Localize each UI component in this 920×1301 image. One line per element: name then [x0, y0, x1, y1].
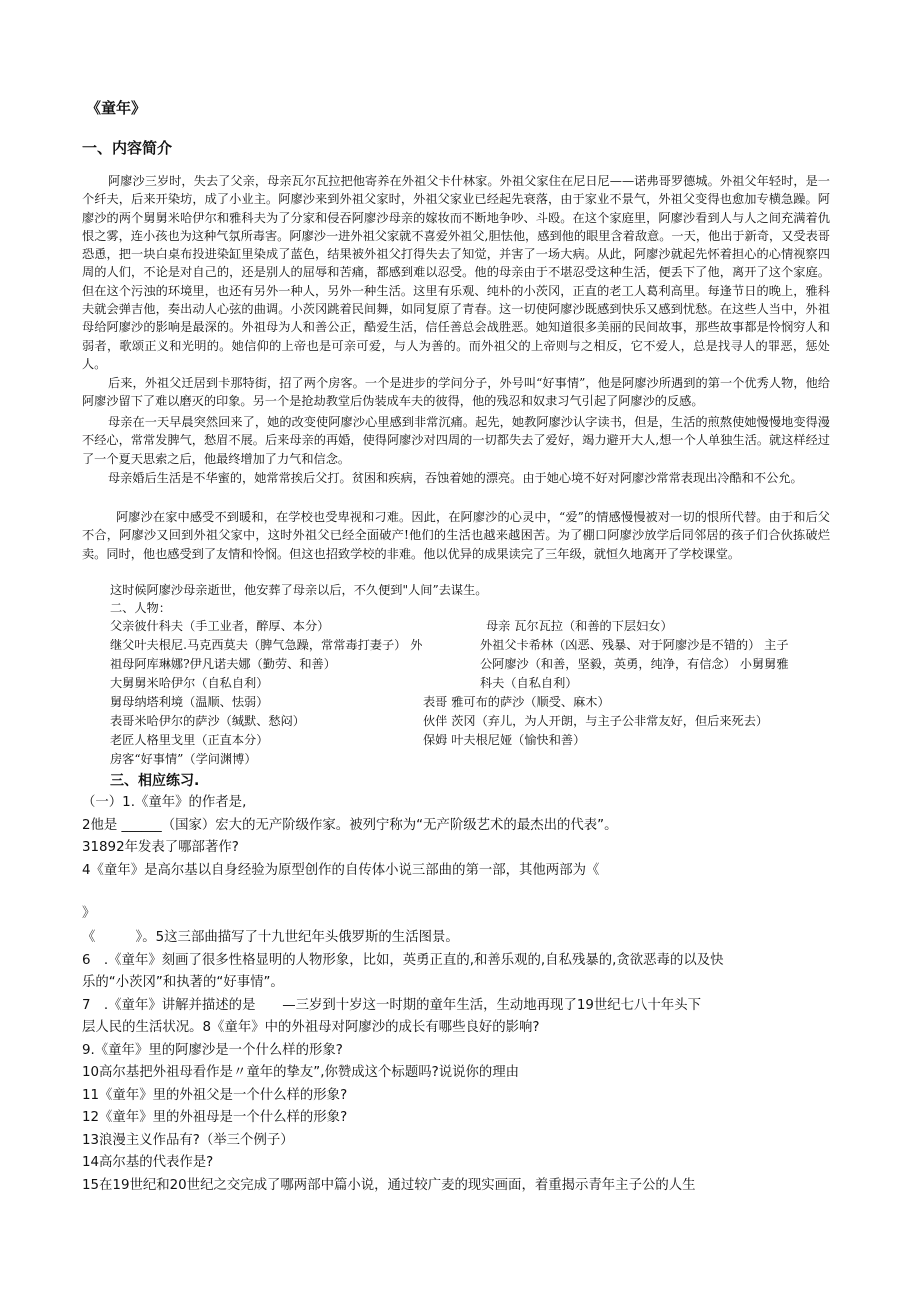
section-heading-characters: 二、人物： — [110, 601, 171, 615]
character-entry: 表哥米哈伊尔的萨沙（缄默、愁闷） — [110, 714, 305, 728]
character-entry: 伙伴 茨冈（弃儿，为人开朗，与主子公非常友好，但后来死去） — [423, 714, 769, 728]
character-entry: 房客“好事情”（学问渊博） — [110, 752, 257, 766]
character-entry: 老匠人格里戈里（正直本分） — [110, 733, 269, 747]
summary-paragraph-2: 后来，外祖父迁居到卡那特街，招了两个房客。一个是进步的学问分子，外号叫“好事情”，他是阿廖沙所遇到的第一个优秀人物，他给阿廖沙留下了难以磨灭的印象。另一个是抢劫教堂后伪装成车夫的彼得，他的残忍和奴隶习气引起了阿廖沙的反感。 — [82, 376, 830, 409]
question-line: 10高尔基把外祖母看作是〃童年的挚友”,你赞成这个标题吗?说说你的理由 — [82, 1065, 520, 1080]
character-entry: 母亲 瓦尔瓦拉（和善的下层妇女） — [486, 619, 673, 633]
question-line: 6 .《童年》刻画了很多性格显明的人物形象，比如，英勇正直的,和善乐观的,自私残暴的,贪欲恶毒的以及快 — [82, 953, 724, 968]
section-heading-exercises: 三、相应练习. — [110, 773, 200, 789]
character-entry: 继父叶夫根尼.马克西莫夫（脾气急躁，常常毒打妻子） 外 — [110, 638, 423, 652]
character-entry: 舅母纳塔利境（温顺、怯弱） — [110, 695, 269, 709]
summary-paragraph-5: 阿廖沙在家中感受不到暖和，在学校也受卑视和刁难。因此，在阿廖沙的心灵中，“爱”的情感慢慢被对一切的恨所代替。由于和后父不合，阿廖沙又回到外祖父家中，这时外祖父已经全面破产!他们的生活也越来越困苦。为了棚口阿廖沙放学后同邻居的孩子们合伙拣破烂卖。同时，他也感受到了友情和怜悯。但这也招致学校的非难。他以优异的成果读完了三年级，就恒久地离开了学校课堂。 — [82, 510, 830, 561]
last-paragraph: 这时候阿廖沙母亲逝世，他安葬了母亲以后，不久便到"人间”去谋生。 — [110, 583, 488, 597]
question-line: 2他是 ______（国家）宏大的无产阶级作家。被列宁称为“无产阶级艺术的最杰出的代表”。 — [82, 818, 618, 833]
character-entry: 公阿廖沙（和善，坚毅，英勇，纯净，有信念） 小舅舅雅 — [480, 657, 789, 671]
summary-paragraph-4: 母亲婚后生活是不华蜜的，她常常挨后父打。贫困和疾病，吞蚀着她的漂亮。由于她心境不好对阿廖沙常常表现出冷酷和不公允。 — [108, 471, 803, 485]
question-line: 12《童年》里的外祖母是一个什么样的形象? — [82, 1110, 348, 1125]
section-heading-summary: 一、内容简介 — [82, 139, 173, 157]
question-line: 4《童年》是高尔基以自身经验为原型创作的自传体小说三部曲的第一部，其他两部为《 — [82, 863, 600, 878]
question-line: 14高尔基的代表作是? — [82, 1155, 214, 1170]
question-line: 层人民的生活状况。8《童年》中的外祖母对阿廖沙的成长有哪些良好的影响? — [82, 1020, 540, 1035]
question-line: 7 .《童年》讲解并描述的是 —三岁到十岁这一时期的童年生活，生动地再现了19世纪七八十年头下 — [82, 998, 701, 1013]
character-entry: 保姆 叶夫根尼娅（愉快和善） — [423, 733, 586, 747]
character-entry: 祖母阿库琳娜?伊凡诺夫娜（勤劳、和善） — [110, 657, 336, 671]
character-entry: 表哥 雅可布的萨沙（顺受、麻木） — [423, 695, 610, 709]
question-line: 9.《童年》里的阿廖沙是一个什么样的形象? — [82, 1043, 343, 1058]
summary-paragraph-1: 阿廖沙三岁时，失去了父亲，母亲瓦尔瓦拉把他寄养在外祖父卡什林家。外祖父家住在尼日尼——诺弗哥罗德城。外祖父年轻时，是一个纤夫，后来开染坊，成了小业主。阿廖沙来到外祖父家时，外祖父家业已经起先衰落，由于家业不景气，外祖父变得也愈加专横急躁。阿廖沙的两个舅舅米哈伊尔和雅科夫为了分家和侵吞阿廖沙母亲的嫁妆而不断地争吵、斗殴。在这个家庭里，阿廖沙看到人与人之间充满着仇恨之雾，连小孩也为这种气氛所毒害。阿廖沙一进外祖父家就不喜爱外祖父,胆怯他，感到他的眼里含着敌意。一天，他出于新奇，又受表哥恐恿，把一块白桌布投进染缸里染成了蓝色，结果被外祖父打得失去了知觉，并害了一场大病。从此，阿廖沙就起先怀着担心的心情视察四周的人们，不论是对自己的，还是别人的屈辱和苦痛，都感到难以忍受。他的母亲由于不堪忍受这种生活，便丢下了他，离开了这个家庭。但在这个污浊的环境里，也还有另外一种人，另外一种生活。这里有乐观、纯朴的小茨冈，正直的老工人葛利高里。每逢节日的晚上，雅科夫就会弹吉他，奏出动人心弦的曲调。小茨冈跳着民间舞，如同复原了青春。这一切使阿廖沙既感到快乐又感到忧愁。在这些人当中，外祖母给阿廖沙的影响是最深的。外祖母为人和善公正，酷爱生活，信任善总会战胜恶。她知道很多美丽的民间故事，那些故事都是怜悯穷人和弱者，歌颂正义和光明的。她信仰的上帝也是可亲可爱，与人为善的。而外祖父的上帝则与之相反，它不爱人，总是找寻人的罪恶，惩处人。 — [82, 174, 830, 371]
character-entry: 科夫（自私自利） — [480, 676, 578, 690]
question-line: （一）1.《童年》的作者是, — [82, 795, 247, 810]
character-entry: 外祖父卡希林（凶恶、残暴、对于阿廖沙是不错的） 主子 — [480, 638, 789, 652]
question-line: 乐的“小茨冈”和执著的“好事情”。 — [82, 975, 284, 990]
question-line: 31892年发表了哪部著作? — [82, 840, 239, 855]
question-line: 》 — [82, 906, 96, 921]
question-line: 13浪漫主义作品有?（举三个例子） — [82, 1133, 294, 1148]
summary-paragraph-3: 母亲在一天早晨突然回来了，她的改变使阿廖沙心里感到非常沉痛。起先，她教阿廖沙认字读书，但是，生活的煎熬使她慢慢地变得漫不经心，常常发脾气，愁眉不展。后来母亲的再婚，使得阿廖沙对四周的一切都失去了爱好，竭力避开大人,想一个人单独生活。就这样经过了一个夏天思索之后，他最终增加了力气和信念。 — [82, 415, 830, 466]
question-line: 15在19世纪和20世纪之交完成了哪两部中篇小说，通过较广麦的现实画面，着重揭示青年主子公的人生 — [82, 1178, 696, 1193]
question-line: 《 》。5这三部曲描写了十九世纪年头俄罗斯的生活图景。 — [82, 930, 459, 945]
character-entry: 大舅舅米哈伊尔（自私自利） — [110, 676, 269, 690]
doc-title: 《童年》 — [86, 99, 147, 117]
character-entry: 父亲彼什科夫（手工业者，醉厚、本分） — [110, 619, 330, 633]
question-line: 11《童年》里的外祖父是一个什么样的形象? — [82, 1088, 348, 1103]
